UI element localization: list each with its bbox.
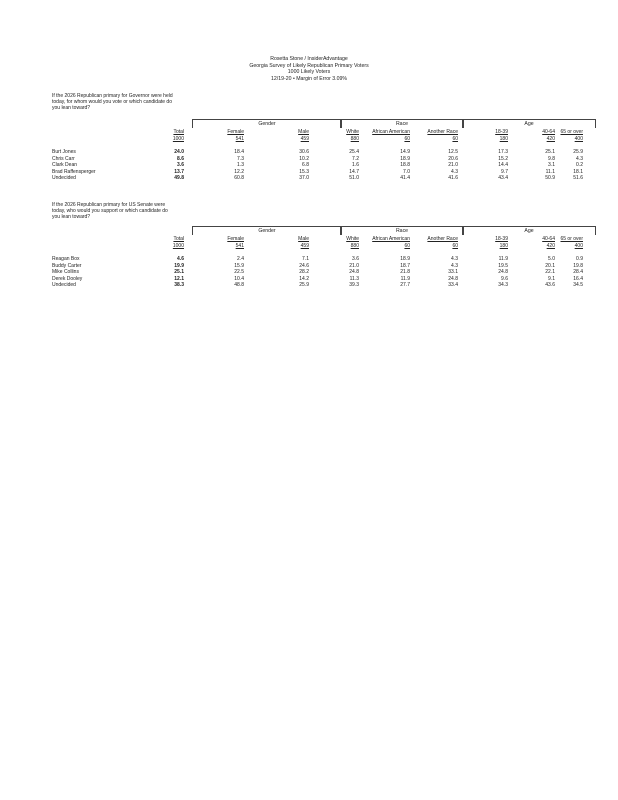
value-cell: 14.4 <box>498 162 508 168</box>
value-cell: 0.9 <box>576 256 583 262</box>
value-cell: 19.5 <box>498 262 508 269</box>
total-value-cell: 49.8 <box>174 175 184 181</box>
column-header: Male <box>298 236 309 242</box>
value-cell: 24.6 <box>299 262 309 269</box>
table-row <box>52 168 583 175</box>
column-header: 18-39 <box>495 236 508 242</box>
table-row <box>52 262 583 269</box>
value-cell: 20.6 <box>448 155 458 162</box>
column-header: Total <box>173 236 184 242</box>
value-cell: 9.8 <box>548 155 555 162</box>
group-header-race: Race <box>340 226 464 235</box>
row-label: Derek Dooley <box>52 275 83 282</box>
value-cell: 25.9 <box>573 149 583 155</box>
column-header: Another Race <box>427 129 458 135</box>
table-row <box>52 269 583 275</box>
column-sample-size: 60 <box>452 135 458 142</box>
value-cell: 21.0 <box>349 262 359 269</box>
column-sample-size: 420 <box>546 242 555 249</box>
total-value-cell: 8.6 <box>177 155 184 162</box>
total-value-cell: 13.7 <box>174 168 184 175</box>
value-cell: 51.6 <box>573 175 583 181</box>
row-label: Brad Raffensperger <box>52 168 96 175</box>
row-label: Chris Carr <box>52 155 75 162</box>
value-cell: 33.1 <box>448 269 458 275</box>
value-cell: 14.9 <box>400 149 410 155</box>
value-cell: 4.3 <box>576 155 583 162</box>
table-row <box>52 256 583 262</box>
total-value-cell: 19.9 <box>174 262 184 269</box>
column-header: White <box>346 236 359 242</box>
column-sample-size: 400 <box>574 135 583 142</box>
value-cell: 18.9 <box>400 256 410 262</box>
column-header: Another Race <box>427 236 458 242</box>
value-cell: 15.9 <box>234 262 244 269</box>
column-header: Total <box>173 129 184 135</box>
table-row <box>52 175 583 181</box>
value-cell: 14.7 <box>349 168 359 175</box>
value-cell: 6.8 <box>302 162 309 168</box>
value-cell: 10.2 <box>299 155 309 162</box>
value-cell: 24.8 <box>349 269 359 275</box>
row-label: Undecided <box>52 282 76 288</box>
total-value-cell: 12.1 <box>174 275 184 282</box>
column-sample-size: 60 <box>452 242 458 249</box>
table-row <box>52 149 583 155</box>
value-cell: 4.3 <box>451 256 458 262</box>
column-sample-size: 1000 <box>172 135 184 142</box>
row-label: Reagan Box <box>52 256 80 262</box>
column-header: 65 or over <box>560 236 583 242</box>
column-sample-size: 459 <box>300 135 309 142</box>
value-cell: 25.9 <box>299 282 309 288</box>
column-header: White <box>346 129 359 135</box>
value-cell: 12.2 <box>234 168 244 175</box>
value-cell: 7.0 <box>403 168 410 175</box>
value-cell: 12.5 <box>448 149 458 155</box>
value-cell: 41.6 <box>448 175 458 181</box>
column-sample-size: 1000 <box>172 242 184 249</box>
column-header: 65 or over <box>560 129 583 135</box>
value-cell: 7.1 <box>302 256 309 262</box>
value-cell: 43.4 <box>498 175 508 181</box>
column-header: 40-64 <box>542 129 555 135</box>
crosstab-senate <box>52 226 583 321</box>
value-cell: 9.6 <box>501 275 508 282</box>
header-line-2: Georgia Survey of Likely Republican Primary Voters <box>249 62 369 69</box>
table-row <box>52 162 583 168</box>
total-value-cell: 3.6 <box>177 162 184 168</box>
column-header: Female <box>227 236 244 242</box>
row-label: Undecided <box>52 175 76 181</box>
value-cell: 39.3 <box>349 282 359 288</box>
report-header <box>0 56 618 82</box>
total-value-cell: 4.6 <box>177 256 184 262</box>
column-sample-size: 420 <box>546 135 555 142</box>
value-cell: 21.0 <box>448 162 458 168</box>
total-value-cell: 38.3 <box>174 282 184 288</box>
value-cell: 11.9 <box>400 275 410 282</box>
value-cell: 41.4 <box>400 175 410 181</box>
value-cell: 60.8 <box>234 175 244 181</box>
value-cell: 9.1 <box>548 275 555 282</box>
total-value-cell: 25.1 <box>174 269 184 275</box>
table-row <box>52 282 583 288</box>
value-cell: 0.2 <box>576 162 583 168</box>
value-cell: 7.2 <box>352 155 359 162</box>
total-value-cell: 24.0 <box>174 149 184 155</box>
value-cell: 37.0 <box>299 175 309 181</box>
question-governor: If the 2026 Republican primary for Governor were held today, for whom would you vote or which candidate do you lean toward? <box>52 93 173 112</box>
value-cell: 18.9 <box>400 155 410 162</box>
value-cell: 33.4 <box>448 282 458 288</box>
column-sample-size: 180 <box>499 135 508 142</box>
value-cell: 5.0 <box>548 256 555 262</box>
column-sample-size: 541 <box>235 135 244 142</box>
header-line-1: Rosetta Stone / InsiderAdvantage <box>270 56 348 62</box>
value-cell: 1.6 <box>352 162 359 168</box>
column-sample-size: 60 <box>404 242 410 249</box>
value-cell: 51.0 <box>349 175 359 181</box>
value-cell: 11.9 <box>498 256 508 262</box>
group-header-gender: Gender <box>192 226 342 235</box>
value-cell: 10.4 <box>234 275 244 282</box>
value-cell: 30.6 <box>299 149 309 155</box>
row-label: Burt Jones <box>52 149 76 155</box>
value-cell: 43.6 <box>545 282 555 288</box>
row-label: Clark Dean <box>52 162 78 168</box>
value-cell: 20.1 <box>545 262 555 269</box>
header-line-3: 1000 Likely Voters <box>287 69 331 76</box>
value-cell: 16.4 <box>573 275 583 282</box>
table-row <box>52 275 583 282</box>
value-cell: 25.1 <box>545 149 555 155</box>
value-cell: 17.3 <box>498 149 508 155</box>
column-header: Male <box>298 129 309 135</box>
column-sample-size: 880 <box>350 242 359 249</box>
value-cell: 18.7 <box>400 262 410 269</box>
value-cell: 3.6 <box>352 256 359 262</box>
value-cell: 28.4 <box>573 269 583 275</box>
column-header: 40-64 <box>542 236 555 242</box>
column-sample-size: 541 <box>235 242 244 249</box>
value-cell: 28.2 <box>299 269 309 275</box>
value-cell: 7.3 <box>237 155 244 162</box>
column-header: 18-39 <box>495 129 508 135</box>
group-header-age: Age <box>462 226 596 235</box>
value-cell: 48.8 <box>234 282 244 288</box>
table-row <box>52 155 583 162</box>
value-cell: 34.3 <box>498 282 508 288</box>
group-header-gender: Gender <box>192 119 342 128</box>
value-cell: 11.1 <box>545 168 555 175</box>
header-line-4: 12/19-20 • Margin of Error 3.09% <box>271 75 347 82</box>
value-cell: 9.7 <box>501 168 508 175</box>
value-cell: 19.8 <box>573 262 583 269</box>
crosstab-governor <box>52 119 583 214</box>
column-header: Female <box>227 129 244 135</box>
value-cell: 24.8 <box>498 269 508 275</box>
value-cell: 22.1 <box>545 269 555 275</box>
column-sample-size: 459 <box>300 242 309 249</box>
row-label: Buddy Carter <box>52 262 82 269</box>
value-cell: 18.4 <box>234 149 244 155</box>
question-senate: If the 2026 Republican primary for US Senate were today, who would you support or which candidate do you lean toward? <box>52 202 168 221</box>
value-cell: 18.8 <box>400 162 410 168</box>
group-header-age: Age <box>462 119 596 128</box>
value-cell: 4.3 <box>451 262 458 269</box>
column-sample-size: 180 <box>499 242 508 249</box>
value-cell: 1.3 <box>237 162 244 168</box>
column-sample-size: 60 <box>404 135 410 142</box>
value-cell: 2.4 <box>237 256 244 262</box>
value-cell: 27.7 <box>400 282 410 288</box>
value-cell: 11.3 <box>349 275 359 282</box>
value-cell: 24.8 <box>448 275 458 282</box>
value-cell: 18.1 <box>573 168 583 175</box>
value-cell: 15.2 <box>498 155 508 162</box>
value-cell: 21.8 <box>400 269 410 275</box>
value-cell: 15.3 <box>299 168 309 175</box>
value-cell: 22.5 <box>234 269 244 275</box>
column-sample-size: 400 <box>574 242 583 249</box>
row-label: Mike Collins <box>52 269 79 275</box>
column-header: African American <box>372 236 410 242</box>
column-header: African American <box>372 129 410 135</box>
value-cell: 4.3 <box>451 168 458 175</box>
value-cell: 14.2 <box>299 275 309 282</box>
value-cell: 34.5 <box>573 282 583 288</box>
group-header-race: Race <box>340 119 464 128</box>
value-cell: 3.1 <box>548 162 555 168</box>
value-cell: 50.9 <box>545 175 555 181</box>
value-cell: 25.4 <box>349 149 359 155</box>
column-sample-size: 880 <box>350 135 359 142</box>
